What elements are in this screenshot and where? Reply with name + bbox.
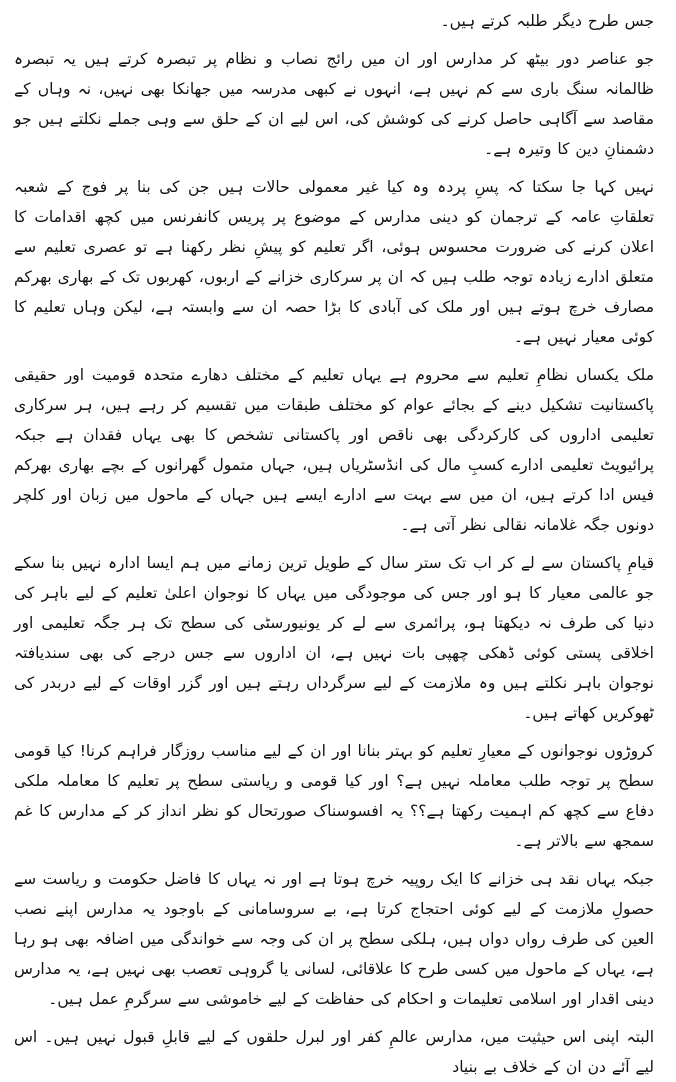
- paragraph-6: کروڑوں نوجوانوں کے معیارِ تعلیم کو بہتر بنانا اور ان کے لیے مناسب روزگار فراہم کرنا! کیا قومی سطح پر توجہ طلب معاملہ نہیں ہے؟ اور کیا قومی و ریاستی سطح پر تعلیم کا معاملہ ملکی دفاع سے کچھ کم اہمیت رکھتا ہے؟؟ یہ افسوسناک صورتحال کو نظر انداز کر کے مدارس کا غم سمجھ سے بالاتر ہے۔: [14, 742, 654, 850]
- paragraph-2: جو عناصر دور بیٹھ کر مدارس اور ان میں رائج نصاب و نظام پر تبصرہ کرتے ہیں یہ تبصرہ ظالمانہ سنگ باری سے کم نہیں ہے، انہوں نے کبھی مدرسہ میں جھانکا بھی نہیں، نہ وہاں کے مقاصد سے آگاہی حاصل کرنے کی کوشش کی، اس لیے ان کے حلق سے وہی جملے نکلتے ہیں جو دشمنانِ دین کا وتیرہ ہے۔: [14, 50, 654, 158]
- paragraph-7: جبکہ یہاں نقد ہی خزانے کا ایک روپیہ خرچ ہوتا ہے اور نہ یہاں کا فاضل حکومت و ریاست سے حصولِ ملازمت کے لیے کوئی احتجاج کرتا ہے، بے سروسامانی کے باوجود یہ مدارس اپنے نصب العین کی طرف رواں دواں ہیں، ہلکی سطح پر ان کی وجہ سے خواندگی میں اضافہ بھی ہو رہا ہے، یہاں کے ماحول میں کسی طرح کا علاقائی، لسانی یا گروہی تعصب بھی نہیں ہے، یہ مدارس دینی اقدار اور اسلامی تعلیمات و احکام کی حفاظت کے لیے خاموشی سے سرگرمِ عمل ہیں۔: [14, 870, 654, 1008]
- paragraph-3: نہیں کہا جا سکتا کہ پسِ پردہ وہ کیا غیر معمولی حالات ہیں جن کی بنا پر فوج کے شعبہ تعلقاتِ عامہ کے ترجمان کو دینی مدارس کے موضوع پر پریس کانفرنس میں کچھ اقدامات کا اعلان کرنے کی ضرورت محسوس ہوئی، اگر تعلیم کو پیشِ نظر رکھنا ہے تو عصری تعلیم سے متعلق ادارے زیادہ توجہ طلب ہیں کہ ان پر سرکاری خزانے کے اربوں، کھربوں تک کے بھاری بھرکم مصارف خرچ ہوتے ہیں اور ملک کی آبادی کا بڑا حصہ ان سے وابستہ ہے، لیکن وہاں تعلیم کا کوئی معیار نہیں ہے۔: [14, 178, 654, 346]
- paragraph-5: قیامِ پاکستان سے لے کر اب تک ستر سال کے طویل ترین زمانے میں ہم ایسا ادارہ نہیں بنا سکے جو عالمی معیار کا ہو اور جس کی موجودگی میں یہاں کا نوجوان اعلیٰ تعلیم کے لیے باہر کی دنیا کی طرف نہ دیکھتا ہو، پرائمری سے لے کر یونیورسٹی کی سطح تک ہر جگہ تعلیمی اور اخلاقی پستی کوئی ڈھکی چھپی بات نہیں ہے، ان اداروں سے جس درجے کی بھی سندیافتہ نوجوان باہر نکلتے ہیں وہ ملازمت کے لیے سرگرداں رہتے ہیں اور گزر اوقات کے لیے دربدر کی ٹھوکریں کھاتے ہیں۔: [14, 554, 654, 722]
- paragraph-8: البتہ اپنی اس حیثیت میں، مدارس عالمِ کفر اور لبرل حلقوں کے لیے قابلِ قبول نہیں ہیں۔ اس لیے آئے دن ان کے خلاف بے بنیاد: [14, 1028, 654, 1076]
- paragraph-4: ملک یکساں نظامِ تعلیم سے محروم ہے یہاں تعلیم کے مختلف دھارے متحدہ قومیت اور حقیقی پاکستانیت تشکیل دینے کے بجائے عوام کو مختلف طبقات میں تقسیم کر رہے ہیں، ہر سرکاری تعلیمی اداروں کی کارکردگی بھی ناقص اور پاکستانی تشخص کا بھی یہاں فقدان ہے جبکہ پرائیویٹ تعلیمی ادارے کسبِ مال کی انڈسٹریاں ہیں، جہاں متمول گھرانوں کے بچے بھاری بھرکم فیس ادا کرتے ہیں، ان میں سے بہت سے ادارے ایسے ہیں جہاں کے ماحول میں زبان اور کلچر دونوں جگہ غلامانہ نقالی نظر آتی ہے۔: [14, 366, 654, 534]
- paragraph-1: جس طرح دیگر طلبہ کرتے ہیں۔: [440, 12, 654, 30]
